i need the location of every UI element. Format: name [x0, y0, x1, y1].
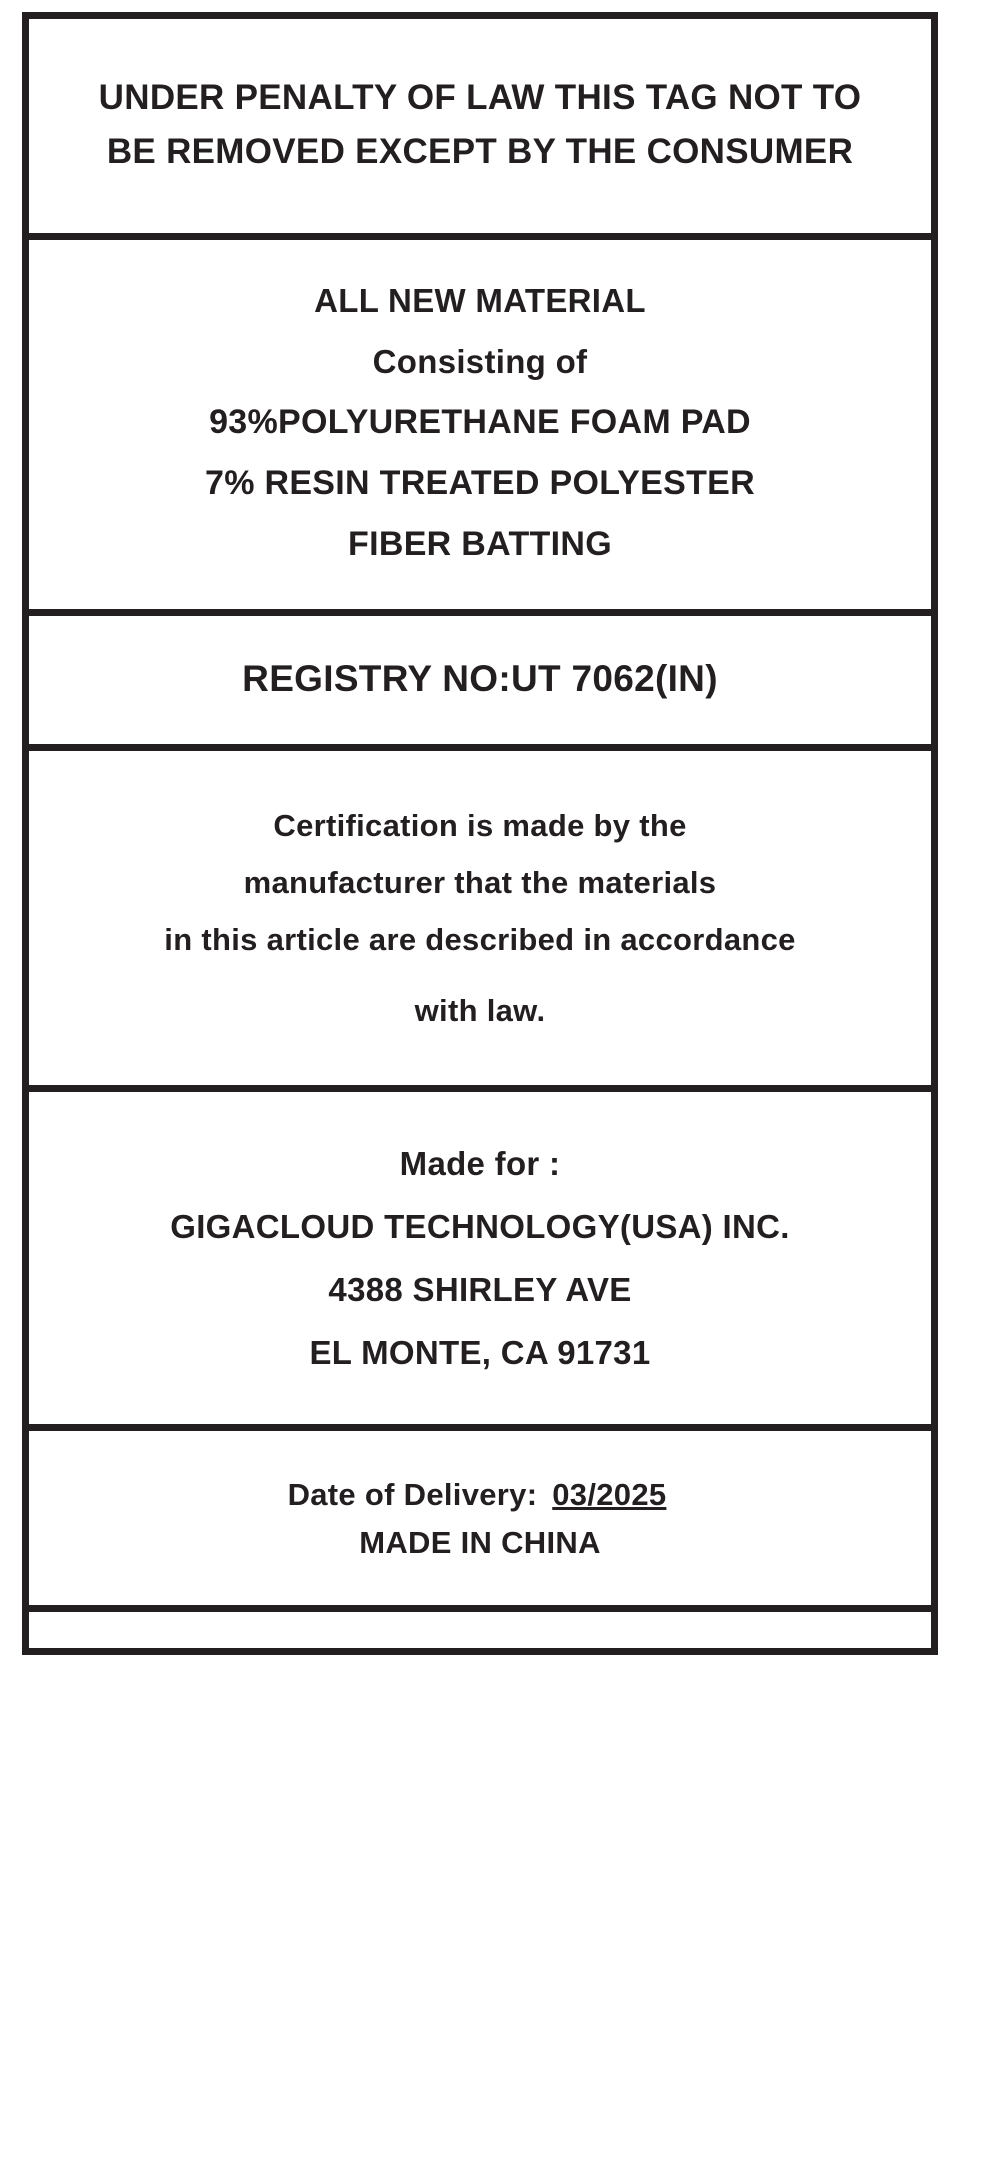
material-component-3: FIBER BATTING: [348, 525, 612, 563]
certification-line-1: Certification is made by the: [273, 808, 687, 843]
made-for-city-state-zip: EL MONTE, CA 91731: [309, 1334, 651, 1371]
certification-line-3: in this article are described in accordance: [164, 922, 796, 957]
made-for-street: 4388 SHIRLEY AVE: [328, 1271, 632, 1308]
material-component-1: 93%POLYURETHANE FOAM PAD: [209, 403, 751, 441]
warning-section: [29, 19, 931, 240]
material-consisting-label: Consisting of: [372, 343, 588, 380]
registry-number: REGISTRY NO:UT 7062(IN): [242, 658, 718, 699]
certification-line-2: manufacturer that the materials: [243, 865, 717, 900]
warning-line-1: UNDER PENALTY OF LAW THIS TAG NOT TO: [98, 78, 862, 117]
made-for-section: [29, 1092, 931, 1431]
delivery-date-row: [49, 1471, 911, 1519]
certification-line-4: with law.: [414, 993, 546, 1028]
law-label-tag: [22, 12, 938, 1655]
certification-section: [29, 751, 931, 1092]
material-section: [29, 240, 931, 616]
warning-line-2: BE REMOVED EXCEPT BY THE CONSUMER: [106, 132, 854, 171]
registry-section: [29, 616, 931, 751]
delivery-section: [29, 1431, 931, 1612]
tag-bottom-strip: [29, 1612, 931, 1648]
material-heading: ALL NEW MATERIAL: [314, 282, 646, 319]
delivery-date-value: 03/2025: [552, 1477, 667, 1512]
delivery-date-label: Date of Delivery:: [287, 1477, 538, 1512]
made-for-heading: Made for :: [399, 1145, 561, 1182]
material-component-2: 7% RESIN TREATED POLYESTER: [204, 464, 756, 502]
made-for-company: GIGACLOUD TECHNOLOGY(USA) INC.: [170, 1208, 790, 1245]
country-of-origin: MADE IN CHINA: [359, 1525, 601, 1560]
